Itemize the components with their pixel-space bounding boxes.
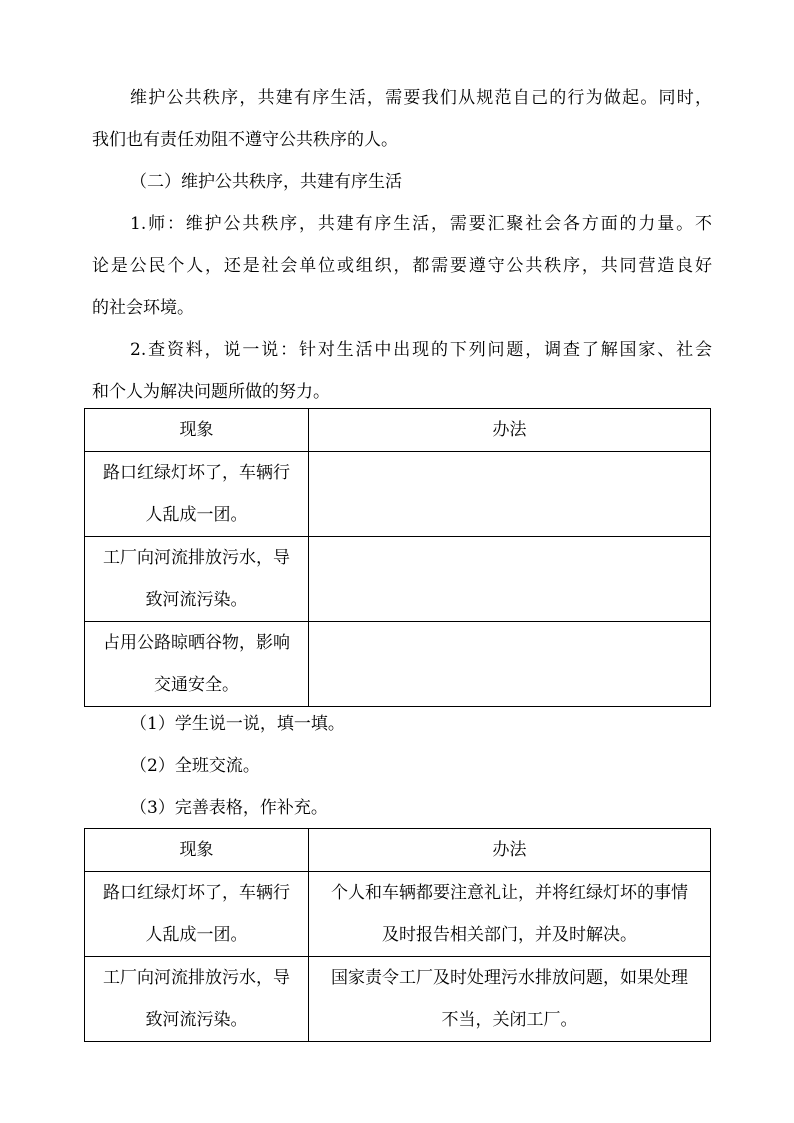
phenomenon-line-1: 工厂向河流排放污水，导 <box>103 968 290 988</box>
solution-line-1: 国家责令工厂及时处理污水排放问题，如果处理 <box>331 968 688 988</box>
paragraph-2-line-1: 1.师：维护公共秩序，共建有序生活，需要汇聚社会各方面的力量。不 <box>130 214 712 234</box>
solution-cell-empty[interactable] <box>309 622 711 707</box>
header-phenomenon: 现象 <box>85 829 309 872</box>
solution-cell-empty[interactable] <box>309 452 711 537</box>
phenomenon-cell <box>85 872 309 957</box>
solution-cell <box>309 872 711 957</box>
paragraph-1-line-1: 维护公共秩序，共建有序生活，需要我们从规范自己的行为做起。同时， <box>130 88 712 108</box>
phenomenon-line-2: 交通安全。 <box>154 675 239 695</box>
phenomenon-cell <box>85 537 309 622</box>
header-solution: 办法 <box>309 409 711 452</box>
paragraph-3-line-1: 2.查资料，说一说：针对生活中出现的下列问题，调查了解国家、社会 <box>130 340 712 360</box>
paragraph-2-line-3: 的社会环境。 <box>92 298 194 318</box>
paragraph-1-line-2: 我们也有责任劝阻不遵守公共秩序的人。 <box>92 130 398 150</box>
section-heading: （二）维护公共秩序，共建有序生活 <box>130 172 402 192</box>
phenomenon-cell <box>85 957 309 1042</box>
phenomenon-line-2: 人乱成一团。 <box>145 505 248 525</box>
step-1: （1）学生说一说，填一填。 <box>130 714 345 734</box>
survey-table-blank <box>84 408 711 707</box>
header-solution: 办法 <box>309 829 711 872</box>
solution-line-1: 个人和车辆都要注意礼让，并将红绿灯坏的事情 <box>331 883 688 903</box>
phenomenon-line-1: 路口红绿灯坏了，车辆行 <box>103 463 290 483</box>
survey-table-completed <box>84 828 711 1042</box>
paragraph-3-line-2: 和个人为解决问题所做的努力。 <box>92 382 330 402</box>
phenomenon-line-2: 致河流污染。 <box>145 1010 248 1030</box>
table-header-row <box>85 829 711 872</box>
table-row <box>85 957 711 1042</box>
phenomenon-cell <box>85 452 309 537</box>
phenomenon-line-1: 占用公路晾晒谷物，影响 <box>103 633 290 653</box>
solution-cell <box>309 957 711 1042</box>
table-row <box>85 622 711 707</box>
table-header-row <box>85 409 711 452</box>
table-row <box>85 452 711 537</box>
step-2: （2）全班交流。 <box>130 756 260 776</box>
table-row <box>85 872 711 957</box>
solution-line-2: 及时报告相关部门，并及时解决。 <box>382 925 637 945</box>
solution-cell-empty[interactable] <box>309 537 711 622</box>
header-phenomenon: 现象 <box>85 409 309 452</box>
solution-line-2: 不当，关闭工厂。 <box>441 1010 578 1030</box>
step-3: （3）完善表格，作补充。 <box>130 798 328 818</box>
phenomenon-line-2: 致河流污染。 <box>145 590 248 610</box>
phenomenon-line-2: 人乱成一团。 <box>145 925 248 945</box>
table-row <box>85 537 711 622</box>
phenomenon-line-1: 路口红绿灯坏了，车辆行 <box>103 883 290 903</box>
phenomenon-line-1: 工厂向河流排放污水，导 <box>103 548 290 568</box>
paragraph-2-line-2: 论是公民个人，还是社会单位或组织，都需要遵守公共秩序，共同营造良好 <box>92 256 712 276</box>
phenomenon-cell <box>85 622 309 707</box>
